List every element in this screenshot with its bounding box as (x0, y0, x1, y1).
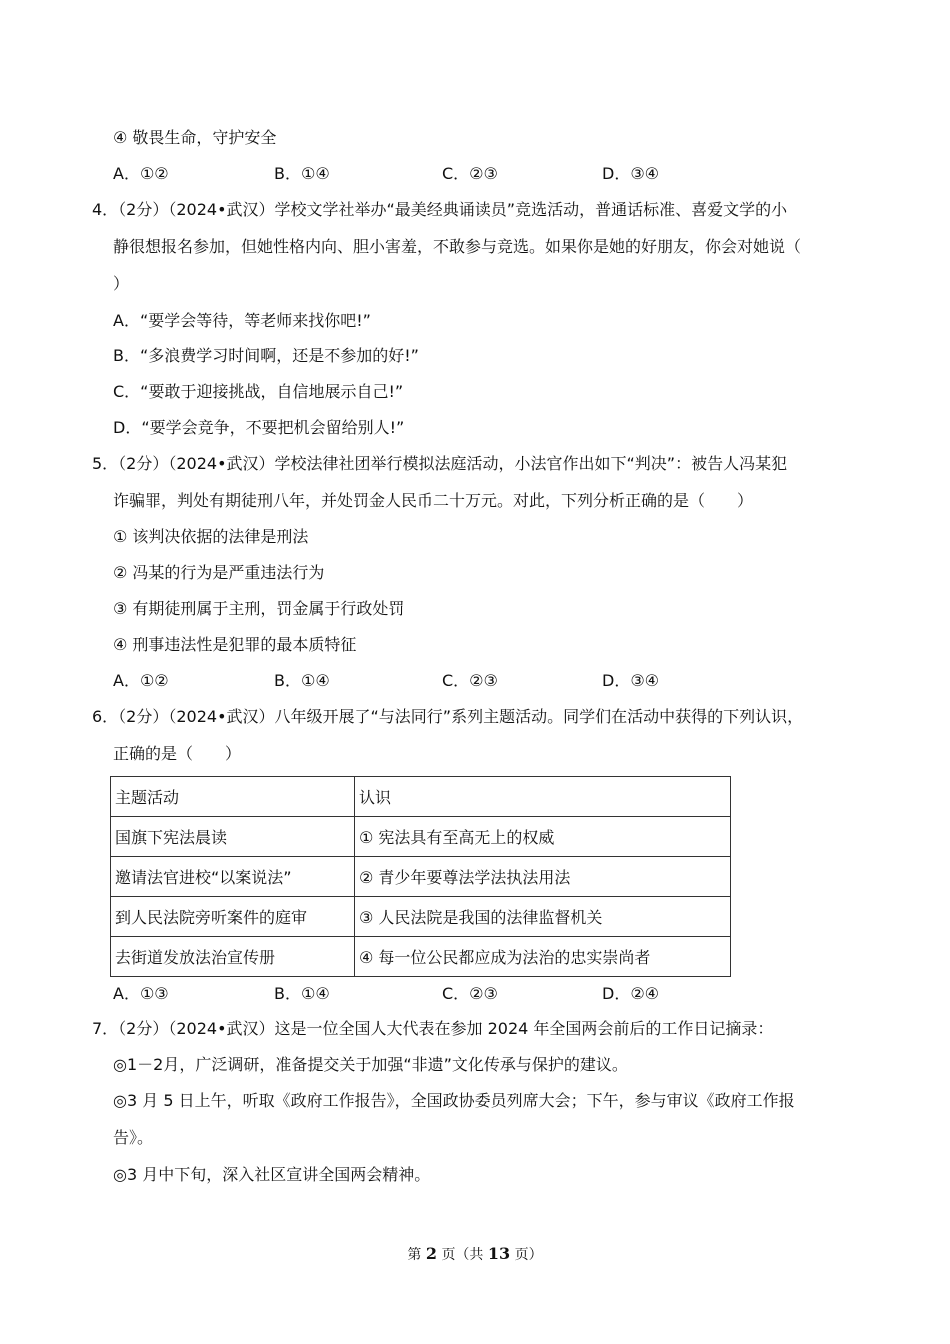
q6-option-b[interactable]: B．①④ (274, 984, 330, 1003)
q5-stem-line-2: 诈骗罪，判处有期徒刑八年，并处罚金人民币二十万元。对此，下列分析正确的是（ ） (113, 491, 754, 510)
table-row (111, 817, 731, 857)
q6-table (110, 776, 731, 977)
total-pages-number: 13 (487, 1244, 511, 1263)
q3-option-d[interactable]: D．③④ (602, 164, 660, 183)
q3-option-c[interactable]: C．②③ (442, 164, 498, 183)
current-page-number: 2 (425, 1244, 437, 1263)
table-cell-understanding: ④ 每一位公民都应成为法治的忠实崇尚者 (355, 937, 731, 977)
table-header-cell: 主题活动 (111, 777, 355, 817)
q5-option-d[interactable]: D．③④ (602, 671, 660, 690)
q6-option-c[interactable]: C．②③ (442, 984, 498, 1003)
q3-option-b[interactable]: B．①④ (274, 164, 330, 183)
q5-option-a[interactable]: A．①② (113, 671, 169, 690)
q7-stem-line-1: 7．（2分）（2024•武汉）这是一位全国人大代表在参加 2024 年全国两会前后的工作日记摘录： (92, 1019, 774, 1038)
q6-stem-line-1: 6．（2分）（2024•武汉）八年级开展了“与法同行”系列主题活动。同学们在活动中获得的下列认识， (92, 707, 804, 726)
footer-middle: 页（共 (441, 1247, 484, 1263)
q4-option-b[interactable]: B．“多浪费学习时间啊，还是不参加的好!” (113, 346, 419, 365)
q4-option-c[interactable]: C．“要敢于迎接挑战，自信地展示自己!” (113, 382, 404, 401)
q5-item-3: ③ 有期徒刑属于主刑，罚金属于行政处罚 (113, 599, 405, 618)
q4-stem-line-2: 静很想报名参加，但她性格内向、胆小害羞，不敢参与竞选。如果你是她的好朋友，你会对她说（ (113, 237, 802, 256)
q4-option-a[interactable]: A．“要学会等待，等老师来找你吧!” (113, 311, 371, 330)
table-header-row (111, 777, 731, 817)
q5-item-2: ② 冯某的行为是严重违法行为 (113, 563, 325, 582)
q7-diary-entry-1: ◎1－2月，广泛调研，准备提交关于加强“非遗”文化传承与保护的建议。 (113, 1055, 628, 1074)
table-cell-activity: 到人民法院旁听案件的庭审 (111, 897, 355, 937)
table-cell-understanding: ③ 人民法院是我国的法律监督机关 (355, 897, 731, 937)
q4-stem-line-1: 4．（2分）（2024•武汉）学校文学社举办“最美经典诵读员”竞选活动，普通话标准、喜爱文学的小 (92, 200, 788, 219)
footer-suffix: 页） (514, 1247, 543, 1263)
q5-option-c[interactable]: C．②③ (442, 671, 498, 690)
q5-item-1: ① 该判决依据的法律是刑法 (113, 527, 309, 546)
q3-item-4: ④ 敬畏生命，守护安全 (113, 128, 277, 147)
table-row (111, 937, 731, 977)
table-cell-activity: 邀请法官进校“以案说法” (111, 857, 355, 897)
q4-stem-line-3: ） (113, 274, 130, 293)
q6-option-a[interactable]: A．①③ (113, 984, 169, 1003)
table-row (111, 897, 731, 937)
table-header-cell: 认识 (355, 777, 731, 817)
footer-prefix: 第 (407, 1247, 422, 1263)
q6-stem-line-2: 正确的是（ ） (113, 744, 242, 763)
q5-item-4: ④ 刑事违法性是犯罪的最本质特征 (113, 635, 357, 654)
table-cell-activity: 去街道发放法治宣传册 (111, 937, 355, 977)
q5-option-b[interactable]: B．①④ (274, 671, 330, 690)
table-cell-activity: 国旗下宪法晨读 (111, 817, 355, 857)
q7-diary-entry-2: ◎3 月 5 日上午，听取《政府工作报告》，全国政协委员列席大会；下午，参与审议《政府工作报 (113, 1091, 795, 1110)
q6-option-d[interactable]: D．②④ (602, 984, 660, 1003)
q5-stem-line-1: 5．（2分）（2024•武汉）学校法律社团举行模拟法庭活动，小法官作出如下“判决”：被告人冯某犯 (92, 454, 788, 473)
table-cell-understanding: ② 青少年要尊法学法执法用法 (355, 857, 731, 897)
table-cell-understanding: ① 宪法具有至高无上的权威 (355, 817, 731, 857)
q7-diary-entry-3: ◎3 月中下旬，深入社区宣讲全国两会精神。 (113, 1165, 431, 1184)
q7-diary-entry-2-cont: 告》。 (113, 1128, 154, 1147)
table-row (111, 857, 731, 897)
page-footer (0, 1244, 950, 1265)
q4-option-d[interactable]: D．“要学会竞争，不要把机会留给别人!” (113, 418, 405, 437)
q3-option-a[interactable]: A．①② (113, 164, 169, 183)
